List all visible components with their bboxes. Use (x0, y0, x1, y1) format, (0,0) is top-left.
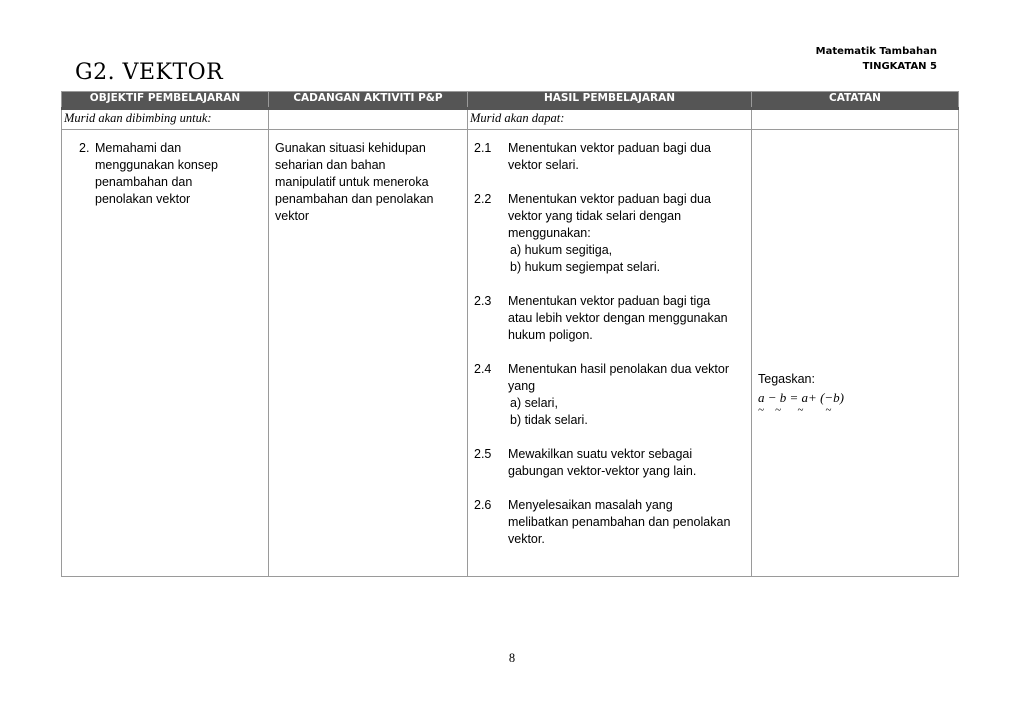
outcome-line: yang (508, 379, 536, 393)
table-header-row (62, 92, 959, 109)
outcome-line: vektor selari. (508, 158, 579, 172)
document-header (816, 44, 937, 74)
table-subheader-row (62, 109, 959, 130)
outcome-line: Menentukan hasil penolakan dua vektor (508, 362, 729, 376)
outcome-item (474, 293, 747, 344)
outcome-subitem: b) hukum segiempat selari. (510, 260, 661, 274)
outcome-item (474, 191, 747, 276)
outcome-line: Menentukan vektor paduan bagi tiga (508, 294, 711, 308)
level-label: TINGKATAN 5 (862, 61, 937, 72)
outcome-subitem: a) hukum segitiga, (510, 243, 613, 257)
vector-formula (758, 389, 844, 416)
formula-text: a − b = a+ (−b) (758, 390, 844, 405)
column-header-outcome: HASIL PEMBELAJARAN (468, 92, 752, 109)
table-row (62, 130, 959, 577)
objective-line: Memahami dan (95, 141, 182, 155)
outcome-number: 2.5 (474, 447, 492, 461)
activity-line: Gunakan situasi kehidupan (275, 141, 426, 155)
outcome-line: Mewakilkan suatu vektor sebagai (508, 447, 693, 461)
outcome-line: Menyelesaikan masalah yang (508, 498, 673, 512)
outcome-line: atau lebih vektor dengan menggunakan (508, 311, 728, 325)
page-number: 8 (508, 651, 516, 665)
note-label: Tegaskan: (758, 372, 815, 386)
subject-label: Matematik Tambahan (815, 46, 937, 57)
outcome-line: melibatkan penambahan dan penolakan (508, 515, 731, 529)
outcome-line: vektor yang tidak selari dengan (508, 209, 682, 223)
outcome-item (474, 361, 747, 429)
notes-cell (752, 130, 959, 577)
column-header-objective: OBJEKTIF PEMBELAJARAN (62, 92, 269, 109)
outcome-item (474, 140, 747, 174)
page-title: G2. VEKTOR (75, 60, 224, 85)
outcome-line: vektor. (508, 532, 545, 546)
subheader-activity (269, 109, 468, 130)
outcome-cell (468, 130, 752, 577)
outcome-item (474, 446, 747, 480)
subheader-notes (752, 109, 959, 130)
outcome-subitem: a) selari, (510, 396, 558, 410)
objective-line: penambahan dan (95, 175, 193, 189)
objective-line: penolakan vektor (95, 192, 191, 206)
objective-cell (62, 130, 269, 577)
column-header-notes: CATATAN (752, 92, 959, 109)
objective-line: menggunakan konsep (95, 158, 219, 172)
outcome-line: hukum poligon. (508, 328, 593, 342)
outcome-number: 2.1 (474, 141, 492, 155)
outcome-line: menggunakan: (508, 226, 591, 240)
activity-cell (269, 130, 468, 577)
outcome-line: gabungan vektor-vektor yang lain. (508, 464, 697, 478)
outcome-number: 2.6 (474, 498, 492, 512)
outcome-number: 2.3 (474, 294, 492, 308)
outcome-number: 2.4 (474, 362, 492, 376)
activity-line: seharian dan bahan (275, 158, 386, 172)
activity-line: vektor (275, 209, 310, 223)
note-block (758, 371, 844, 416)
objective-number: 2. (79, 141, 90, 155)
outcome-subitem: b) tidak selari. (510, 413, 588, 427)
outcome-line: Menentukan vektor paduan bagi dua (508, 192, 711, 206)
activity-line: penambahan dan penolakan (275, 192, 434, 206)
outcome-number: 2.2 (474, 192, 492, 206)
column-header-activity: CADANGAN AKTIVITI P&P (269, 92, 468, 109)
outcome-item (474, 497, 747, 548)
vector-tilde-marks: ~ ~ ~ ~ (758, 404, 832, 416)
syllabus-table (61, 91, 959, 577)
subheader-objective: Murid akan dibimbing untuk: (62, 109, 269, 130)
outcome-line: Menentukan vektor paduan bagi dua (508, 141, 711, 155)
subheader-outcome: Murid akan dapat: (468, 109, 752, 130)
activity-line: manipulatif untuk meneroka (275, 175, 429, 189)
